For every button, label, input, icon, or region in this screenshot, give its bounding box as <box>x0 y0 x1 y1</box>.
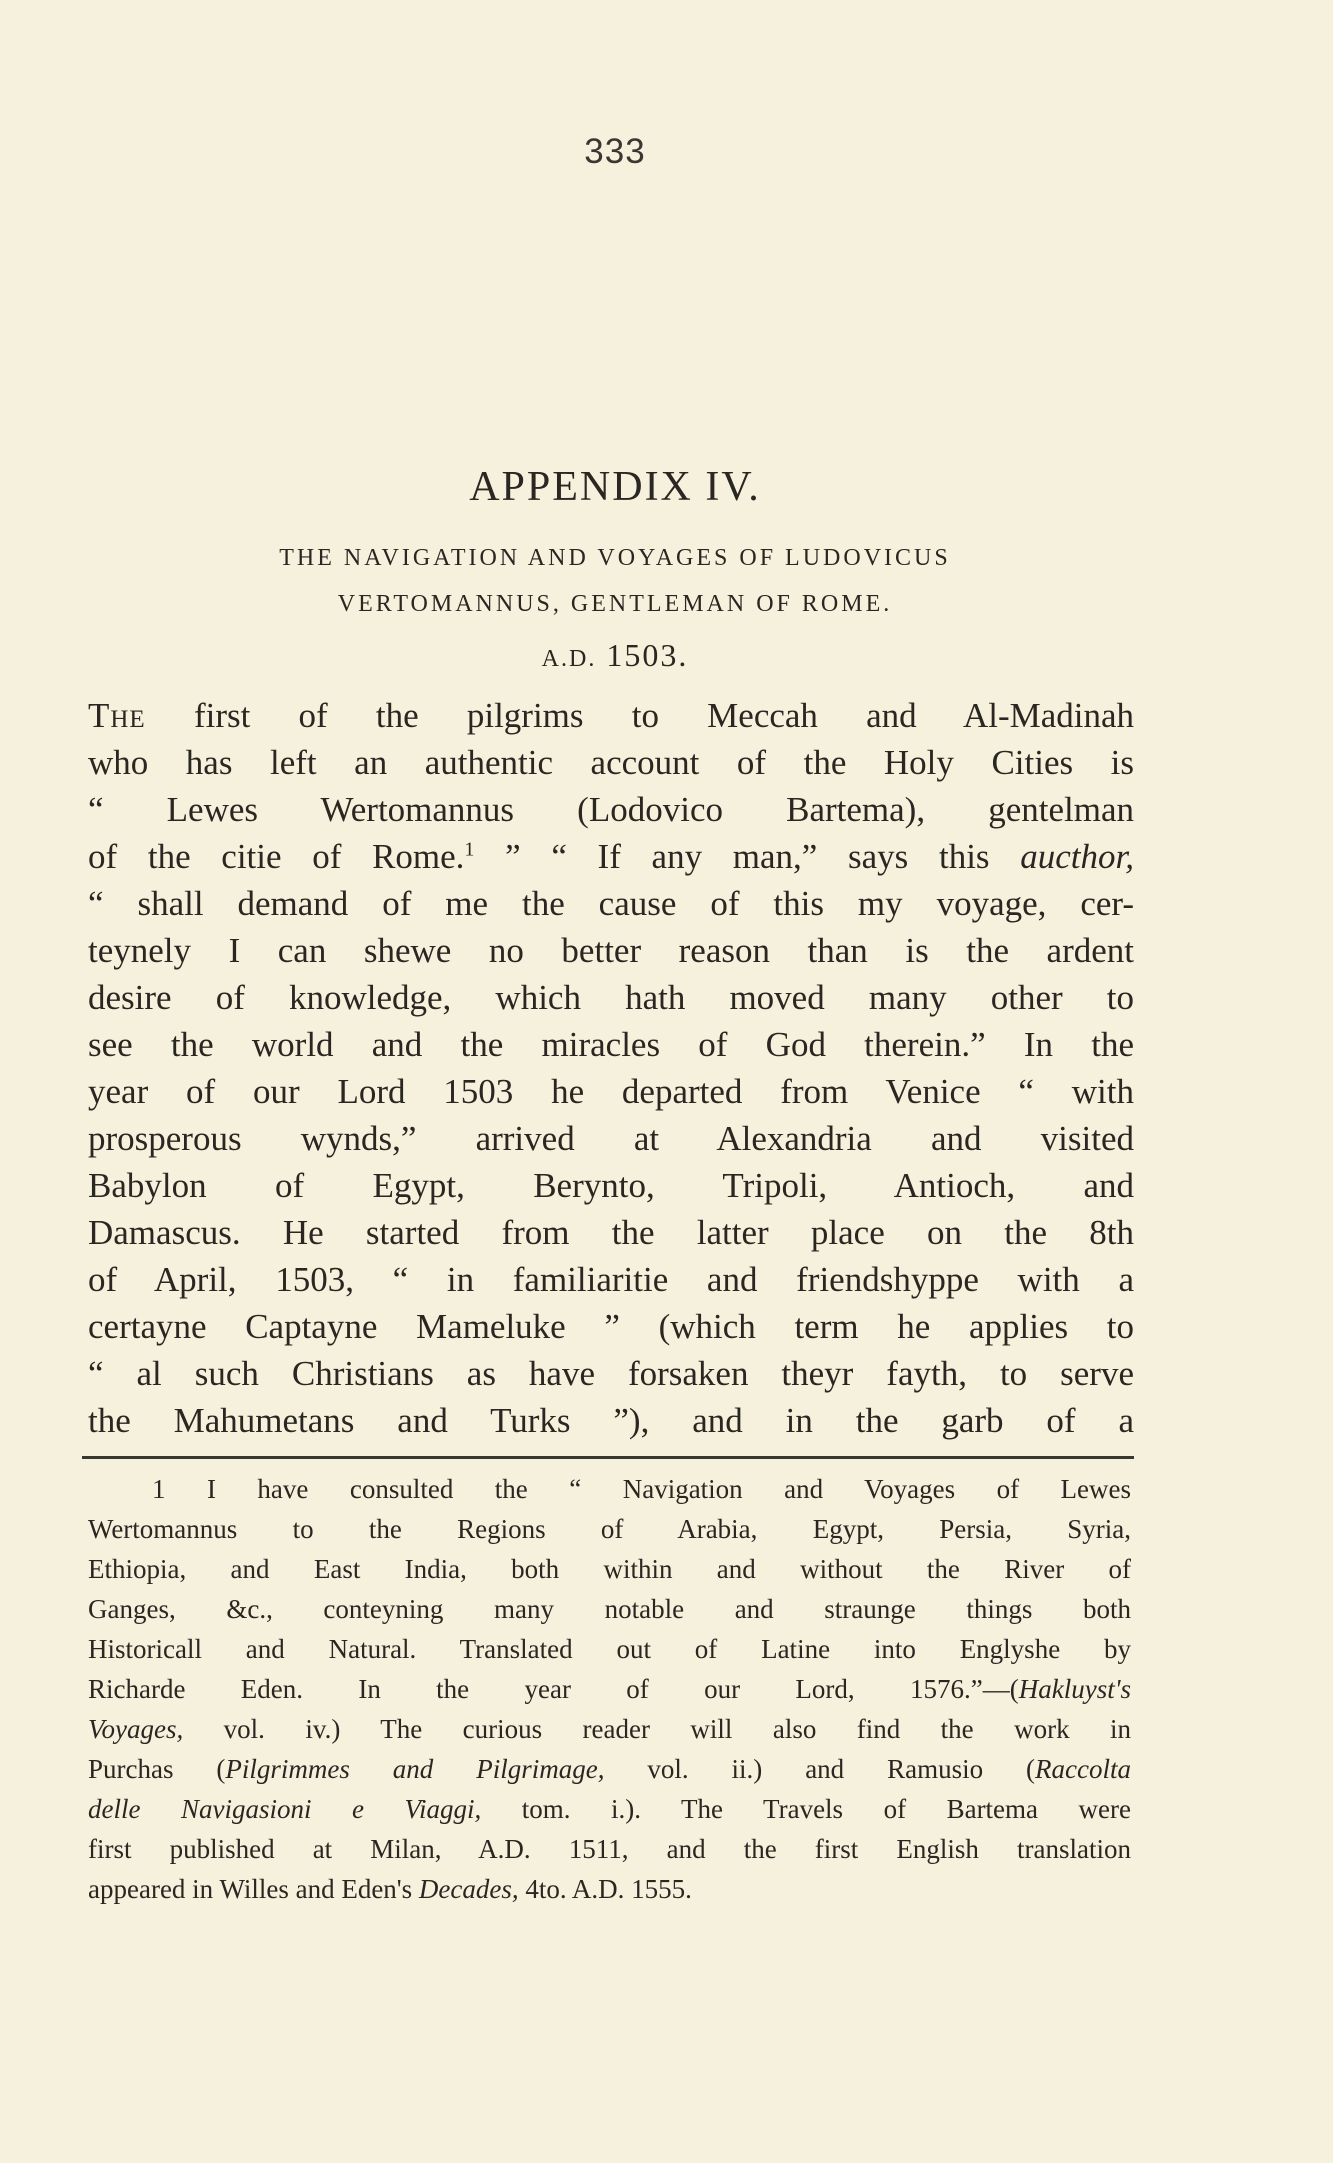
body-line: who has left an authentic account of the Holy Cities is <box>88 743 1134 782</box>
body-line: teynely I can shewe no better reason than is the ardent <box>88 931 1134 970</box>
footnote-italic: Pilgrimmes and Pilgrimage, <box>225 1754 605 1784</box>
body-line <box>88 833 1134 880</box>
footnote-line: Ganges, &c., conteyning many notable and straunge things both <box>88 1594 1131 1624</box>
footnote-line <box>88 1709 1131 1749</box>
footnote-line-text: 4to. A.D. 1555. <box>518 1874 692 1904</box>
body-line: of April, 1503, “ in familiaritie and friendshyppe with a <box>88 1260 1134 1299</box>
body-line: Damascus. He started from the latter place on the 8th <box>88 1213 1134 1252</box>
footnote-marker: 1 <box>152 1474 166 1504</box>
footnote-line-text: vol. ii.) and Ramusio ( <box>604 1754 1036 1784</box>
footnote-line-text: vol. iv.) The curious reader will also find the work in <box>183 1714 1131 1744</box>
footnote-line <box>88 1789 1131 1829</box>
footnote-line-text: appeared in Willes and Eden's <box>88 1874 419 1904</box>
footnote-italic: Raccolta <box>1035 1754 1131 1784</box>
footnote-italic: Hakluyst's <box>1018 1674 1131 1704</box>
body-line <box>88 692 1134 739</box>
footnote-reference: 1 <box>464 838 475 861</box>
body-line: “ shall demand of me the cause of this my voyage, cer- <box>88 884 1134 923</box>
footnote-line-text: Purchas ( <box>88 1754 226 1784</box>
appendix-date <box>0 637 1230 674</box>
footnote-italic: Voyages, <box>88 1714 184 1744</box>
footnote-line <box>88 1469 1131 1509</box>
date-prefix: A.D. <box>541 646 597 672</box>
body-line: see the world and the miracles of God therein.” In the <box>88 1025 1134 1064</box>
body-line: certayne Captayne Mameluke ” (which term he applies to <box>88 1307 1134 1346</box>
footnote-line-text: Richarde Eden. In the year of our Lord, 1576.”—( <box>88 1674 1019 1704</box>
footnote-line: Ethiopia, and East India, both within and without the River of <box>88 1554 1131 1584</box>
body-line: “ al such Christians as have forsaken theyr fayth, to serve <box>88 1354 1134 1393</box>
footnote-line: Wertomannus to the Regions of Arabia, Egypt, Persia, Syria, <box>88 1514 1131 1544</box>
subtitle-line-2: VERTOMANNUS, GENTLEMAN OF ROME. <box>337 591 893 617</box>
body-line: prosperous wynds,” arrived at Alexandria and visited <box>88 1119 1134 1158</box>
appendix-title: APPENDIX IV. <box>469 464 761 510</box>
footnote <box>88 1469 1131 1909</box>
footnote-italic: Decades, <box>418 1874 519 1904</box>
body-line-text: of the citie of Rome. <box>88 837 465 876</box>
date-year: 1503. <box>606 637 689 673</box>
footnote-line <box>88 1669 1131 1709</box>
body-line-text: ” “ If any man,” says this <box>474 837 1021 876</box>
footnote-line <box>88 1869 1131 1909</box>
body-first-word: The <box>88 696 146 735</box>
page-number: 333 <box>584 132 646 171</box>
footnote-line <box>88 1749 1131 1789</box>
body-line: desire of knowledge, which hath moved many other to <box>88 978 1134 1017</box>
body-line: year of our Lord 1503 he departed from Venice “ with <box>88 1072 1134 1111</box>
body-line: “ Lewes Wertomannus (Lodovico Bartema), gentelman <box>88 790 1134 829</box>
body-line: Babylon of Egypt, Berynto, Tripoli, Antioch, and <box>88 1166 1134 1205</box>
body-line: the Mahumetans and Turks ”), and in the garb of a <box>88 1401 1134 1440</box>
body-line-text: first of the pilgrims to Meccah and Al-Madinah <box>193 696 1135 735</box>
footnote-italic: delle Navigasioni e Viaggi, <box>88 1794 482 1824</box>
footnote-line-text: I have consulted the “ Navigation and Voyages of Lewes <box>206 1474 1131 1504</box>
body-text <box>88 692 1134 1444</box>
body-line-italic: aucthor, <box>1020 837 1134 876</box>
footnote-line: first published at Milan, A.D. 1511, and the first English translation <box>88 1834 1131 1864</box>
subtitle-line-1: THE NAVIGATION AND VOYAGES OF LUDOVICUS <box>279 545 951 571</box>
footnote-line: Historicall and Natural. Translated out of Latine into Englyshe by <box>88 1634 1131 1664</box>
footnote-divider <box>82 1456 1134 1459</box>
footnote-line-text: tom. i.). The Travels of Bartema were <box>481 1794 1131 1824</box>
